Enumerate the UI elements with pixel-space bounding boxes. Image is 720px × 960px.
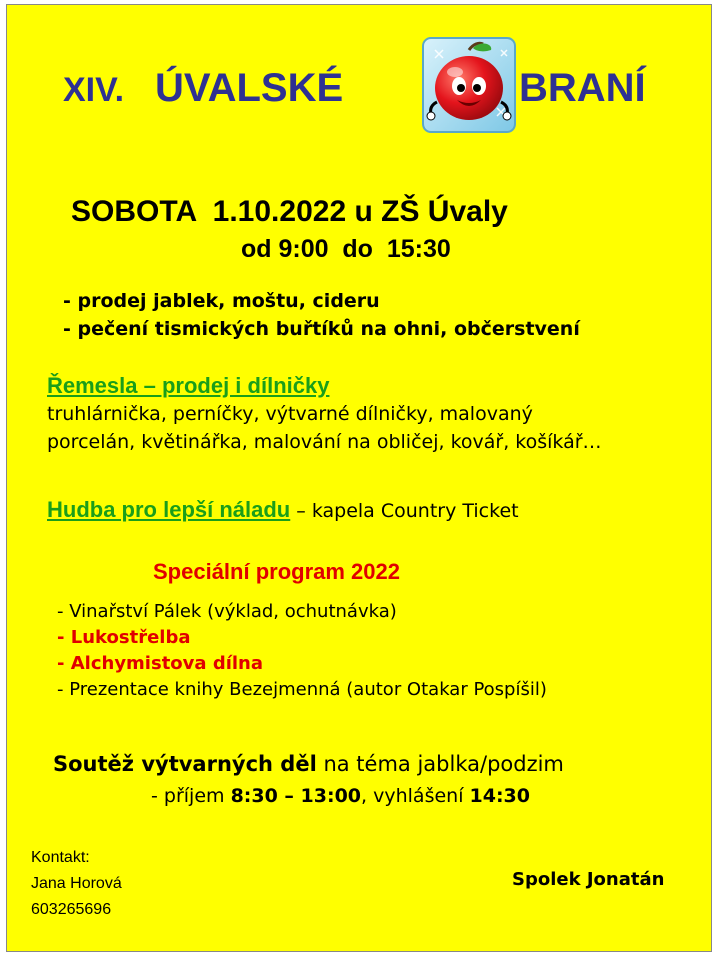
event-time: od 9:00 do 15:30: [241, 235, 451, 263]
contest-receive-label: - příjem: [151, 785, 231, 807]
apple-mascot-icon: [421, 36, 517, 134]
contest-topic: na téma jablka/podzim: [316, 752, 564, 776]
offer-line: - prodej jablek, moštu, cideru: [63, 290, 380, 312]
crafts-line: porcelán, květinářka, malování na obličej, kovář, košíkář…: [47, 431, 602, 453]
program-item: - Lukostřelba: [57, 627, 191, 648]
title-roman: XIV.: [63, 71, 125, 109]
contest-announce-label: , vyhlášení: [361, 785, 470, 807]
crafts-heading: Řemesla – prodej i dílničky: [47, 373, 330, 398]
crafts-line: truhlárnička, perníčky, výtvarné dílničky, malovaný: [47, 403, 533, 425]
music-heading: Hudba pro lepší náladu: [47, 497, 291, 522]
contest-title: Soutěž výtvarných děl: [53, 752, 317, 776]
offer-line: - pečení tismických buřtíků na ohni, občerstvení: [63, 318, 580, 340]
contact-name: Jana Horová: [31, 875, 122, 892]
music-text: – kapela Country Ticket: [290, 500, 519, 522]
program-item: - Prezentace knihy Bezejmenná (autor Otakar Pospíšil): [57, 679, 547, 700]
contest-announce-time: 14:30: [469, 785, 530, 807]
contact-label: Kontakt:: [31, 849, 90, 866]
contact-phone: 603265696: [31, 901, 112, 918]
program-item: - Vinařství Pálek (výklad, ochutnávka): [57, 601, 397, 622]
event-date: SOBOTA 1.10.2022 u ZŠ Úvaly: [71, 195, 508, 228]
contest-receive-time: 8:30 – 13:00: [230, 785, 362, 807]
title-word-brani: BRANÍ: [519, 66, 646, 110]
title-word-uvalske: ÚVALSKÉ: [155, 66, 344, 110]
program-item: - Alchymistova dílna: [57, 653, 263, 674]
special-heading: Speciální program 2022: [153, 559, 400, 584]
organizer: Spolek Jonatán: [512, 869, 665, 890]
poster: [6, 4, 712, 952]
music-line: [47, 497, 519, 523]
contest-line: [53, 752, 564, 776]
contest-times: [151, 785, 530, 807]
